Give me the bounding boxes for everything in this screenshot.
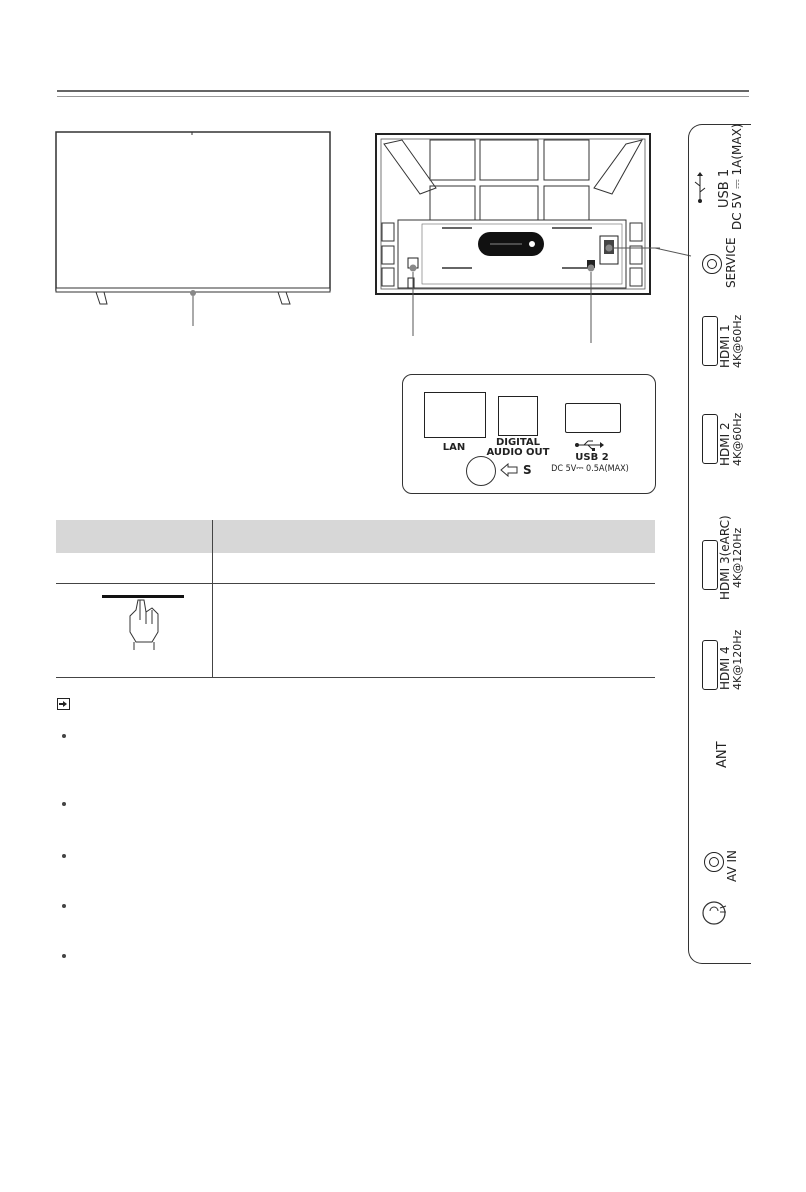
- usb2-label: USB 2: [575, 452, 609, 463]
- av-in-label: AV IN: [725, 850, 739, 882]
- lan-port: [424, 392, 486, 438]
- table-row-divider: [56, 583, 655, 584]
- hdmi4-label: HDMI 4: [718, 646, 732, 690]
- left-arrow-icon: [500, 463, 518, 477]
- usb2-port: [565, 403, 621, 433]
- hand-icon: [100, 592, 186, 652]
- slot-letter: S: [523, 463, 532, 477]
- usb2-power-label: DC 5V⎓ 0.5A(MAX): [551, 464, 629, 474]
- header-rule: [57, 90, 749, 92]
- hdmi3-label: HDMI 3(eARC): [718, 515, 732, 600]
- tv-back-illustration: [372, 128, 662, 343]
- hdmi2-port: [702, 414, 718, 464]
- hdmi4-rate: 4K@120Hz: [731, 629, 744, 690]
- bullet: [62, 854, 66, 858]
- tv-front-illustration: [52, 128, 337, 333]
- usb1-label: USB 1: [717, 168, 732, 208]
- hdmi2-label: HDMI 2: [718, 422, 732, 466]
- ant-label: ANT: [715, 741, 730, 768]
- header-rule-thin: [57, 96, 749, 97]
- usb-icon: [574, 439, 604, 451]
- hdmi3-port: [702, 540, 718, 590]
- hdmi1-rate: 4K@60Hz: [731, 314, 744, 368]
- table-bottom-rule: [56, 677, 655, 678]
- hdmi3-rate: 4K@120Hz: [731, 527, 744, 588]
- usb-icon: [693, 172, 707, 204]
- headphone-icon: [698, 898, 732, 928]
- optical-port: [498, 396, 538, 436]
- bullet: [62, 904, 66, 908]
- note-arrow-icon: [57, 698, 70, 710]
- digital-audio-out-label: DIGITAL AUDIO OUT: [486, 437, 550, 458]
- hdmi2-rate: 4K@60Hz: [731, 412, 744, 466]
- lan-label: LAN: [442, 442, 466, 453]
- usb1-power-label: DC 5V ⎓ 1A(MAX): [730, 123, 744, 230]
- bullet: [62, 954, 66, 958]
- kensington-slot: [466, 456, 496, 486]
- hdmi4-port: [702, 640, 718, 690]
- bullet: [62, 802, 66, 806]
- table-col-divider: [212, 520, 213, 678]
- hdmi1-port: [702, 316, 718, 366]
- table-header: [56, 520, 655, 553]
- bullet: [62, 734, 66, 738]
- service-label: SERVICE: [724, 237, 738, 288]
- hdmi1-label: HDMI 1: [718, 324, 732, 368]
- service-jack-inner: [707, 259, 717, 269]
- av-in-jack-inner: [709, 857, 719, 867]
